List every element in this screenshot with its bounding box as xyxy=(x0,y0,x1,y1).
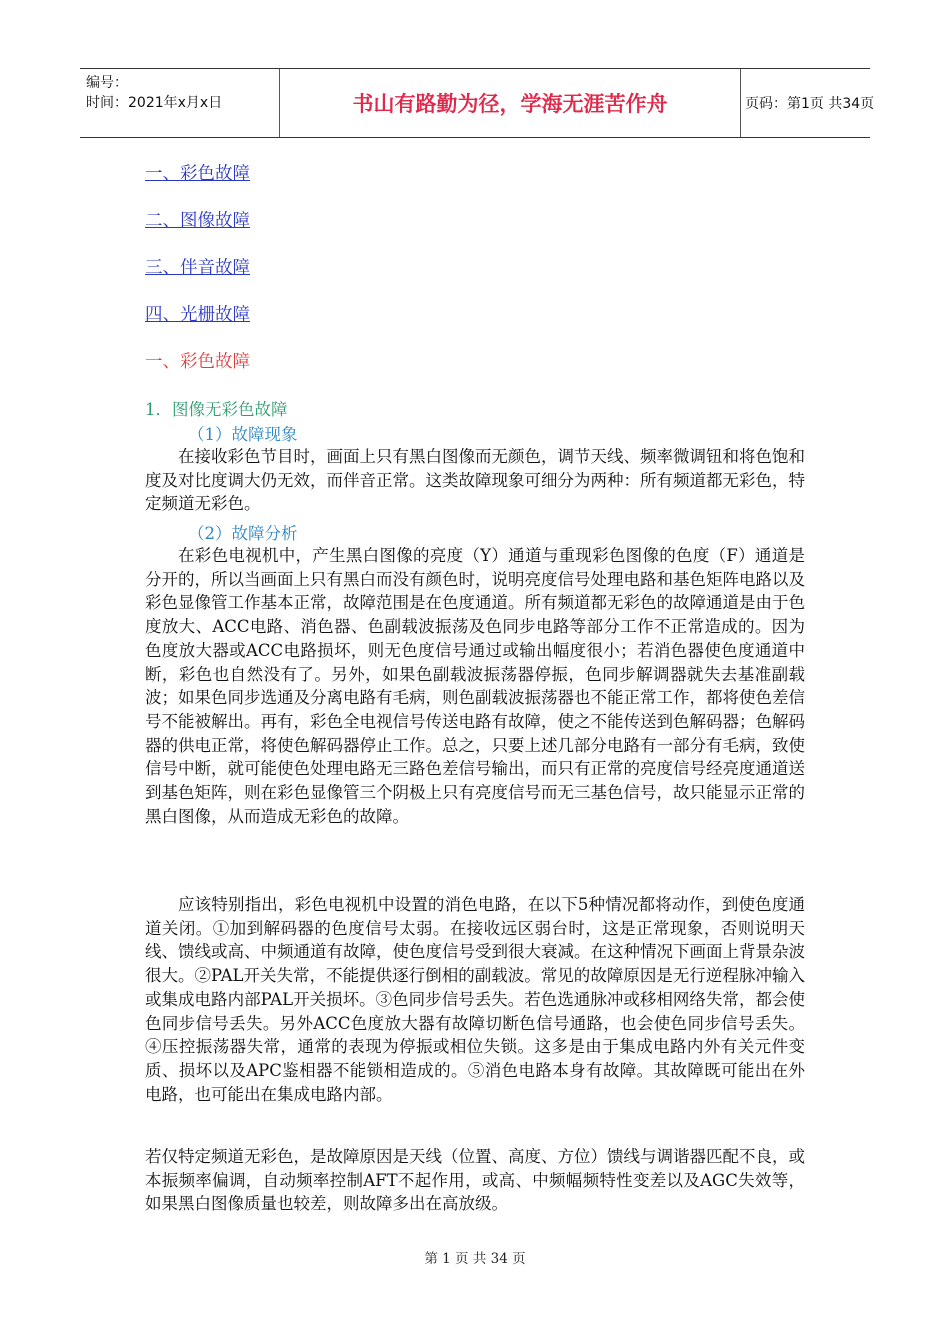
subsection-heading: 1．图像无彩色故障 xyxy=(145,400,288,419)
header-motto: 书山有路勤为径，学海无涯苦作舟 xyxy=(280,69,741,137)
toc-link-raster-fault[interactable]: 四、光栅故障 xyxy=(145,305,250,325)
analysis-paragraph: 在彩色电视机中，产生黑白图像的亮度（Y）通道与重现彩色图像的色度（F）通道是分开的，所以当画面上只有黑白而没有颜色时，说明亮度信号处理电路和基色矩阵电路以及彩色显像管工作基本正常，故障范围是在色度通道。所有频道都无彩色的故障通道是由于色度放大、ACC电路、消色器、色副载波振荡及色同步电路等部分工作不正常造成的。因为色度放大器或ACC电路损坏，则无色度信号通过或输出幅度很小；若消色器使色度通道中断，彩色也自然没有了。另外，如果色副载波振荡器停振，色同步解调器就失去基准副载波；如果色同步选通及分离电路有毛病，则色副载波振荡器也不能正常工作，都将使色差信号不能被解出。再有，彩色全电视信号传送电路有故障，使之不能传送到色解码器；色解码器的供电正常，将使色解码器停止工作。总之，只要上述几部分电路有一部分有毛病，致使信号中断，就可能使色处理电路无三路色差信号输出，而只有正常的亮度信号经亮度通道送到基色矩阵，则在彩色显像管三个阴极上只有亮度信号而无三基色信号，故只能显示正常的黑白图像，从而造成无彩色的故障。 xyxy=(145,546,805,826)
header-page-info: 页码：第1页 共34页 xyxy=(745,96,875,112)
phenomenon-paragraph: 在接收彩色节目时，画面上只有黑白图像而无颜色，调节天线、频率微调钮和将色饱和度及对比度调大仍无效，而伴音正常。这类故障现象可细分为两种：所有频道都无彩色，特定频道无彩色。 xyxy=(145,447,805,514)
page-footer: 第 1 页 共 34 页 xyxy=(424,1251,526,1267)
number-label: 编号： xyxy=(86,75,128,91)
document-header xyxy=(80,68,875,138)
phenomenon-heading: （1）故障现象 xyxy=(188,425,298,444)
toc-link-sound-fault[interactable]: 三、伴音故障 xyxy=(145,258,250,278)
specific-channel-paragraph: 若仅特定频道无彩色，是故障原因是天线（位置、高度、方位）馈线与调谐器匹配不良，或本振频率偏调，自动频率控制AFT不起作用，或高、中频幅频特性变差以及AGC失效等，如果黑白图像质量也较差，则故障多出在高放级。 xyxy=(145,1147,805,1214)
date-label: 时间：2021年x月x日 xyxy=(86,95,223,111)
toc-link-color-fault[interactable]: 一、彩色故障 xyxy=(145,164,250,184)
special-note-paragraph: 应该特别指出，彩色电视机中设置的消色电路，在以下5种情况都将动作，到使色度通道关闭。①加到解码器的色度信号太弱。在接收远区弱台时，这是正常现象，否则说明天线、馈线或高、中频通道有故障，使色度信号受到很大衰减。在这种情况下画面上背景杂波很大。②PAL开关失常，不能提供逐行倒相的副载波。常见的故障原因是无行逆程脉冲输入或集成电路内部PAL开关损坏。③色同步信号丢失。若色选通脉冲或移相网络失常，都会使色同步信号丢失。另外ACC色度放大器有故障切断色信号通路，也会使色同步信号丢失。④压控振荡器失常，通常的表现为停振或相位失锁。这多是由于集成电路内外有关元件变质、损坏以及APC鉴相器不能锁相造成的。⑤消色电路本身有故障。其故障既可能出在外电路，也可能出在集成电路内部。 xyxy=(145,895,805,1104)
section-heading: 一、彩色故障 xyxy=(145,352,250,372)
analysis-heading: （2）故障分析 xyxy=(188,524,298,543)
toc-link-image-fault[interactable]: 二、图像故障 xyxy=(145,211,250,231)
header-meta-cell xyxy=(80,69,280,137)
